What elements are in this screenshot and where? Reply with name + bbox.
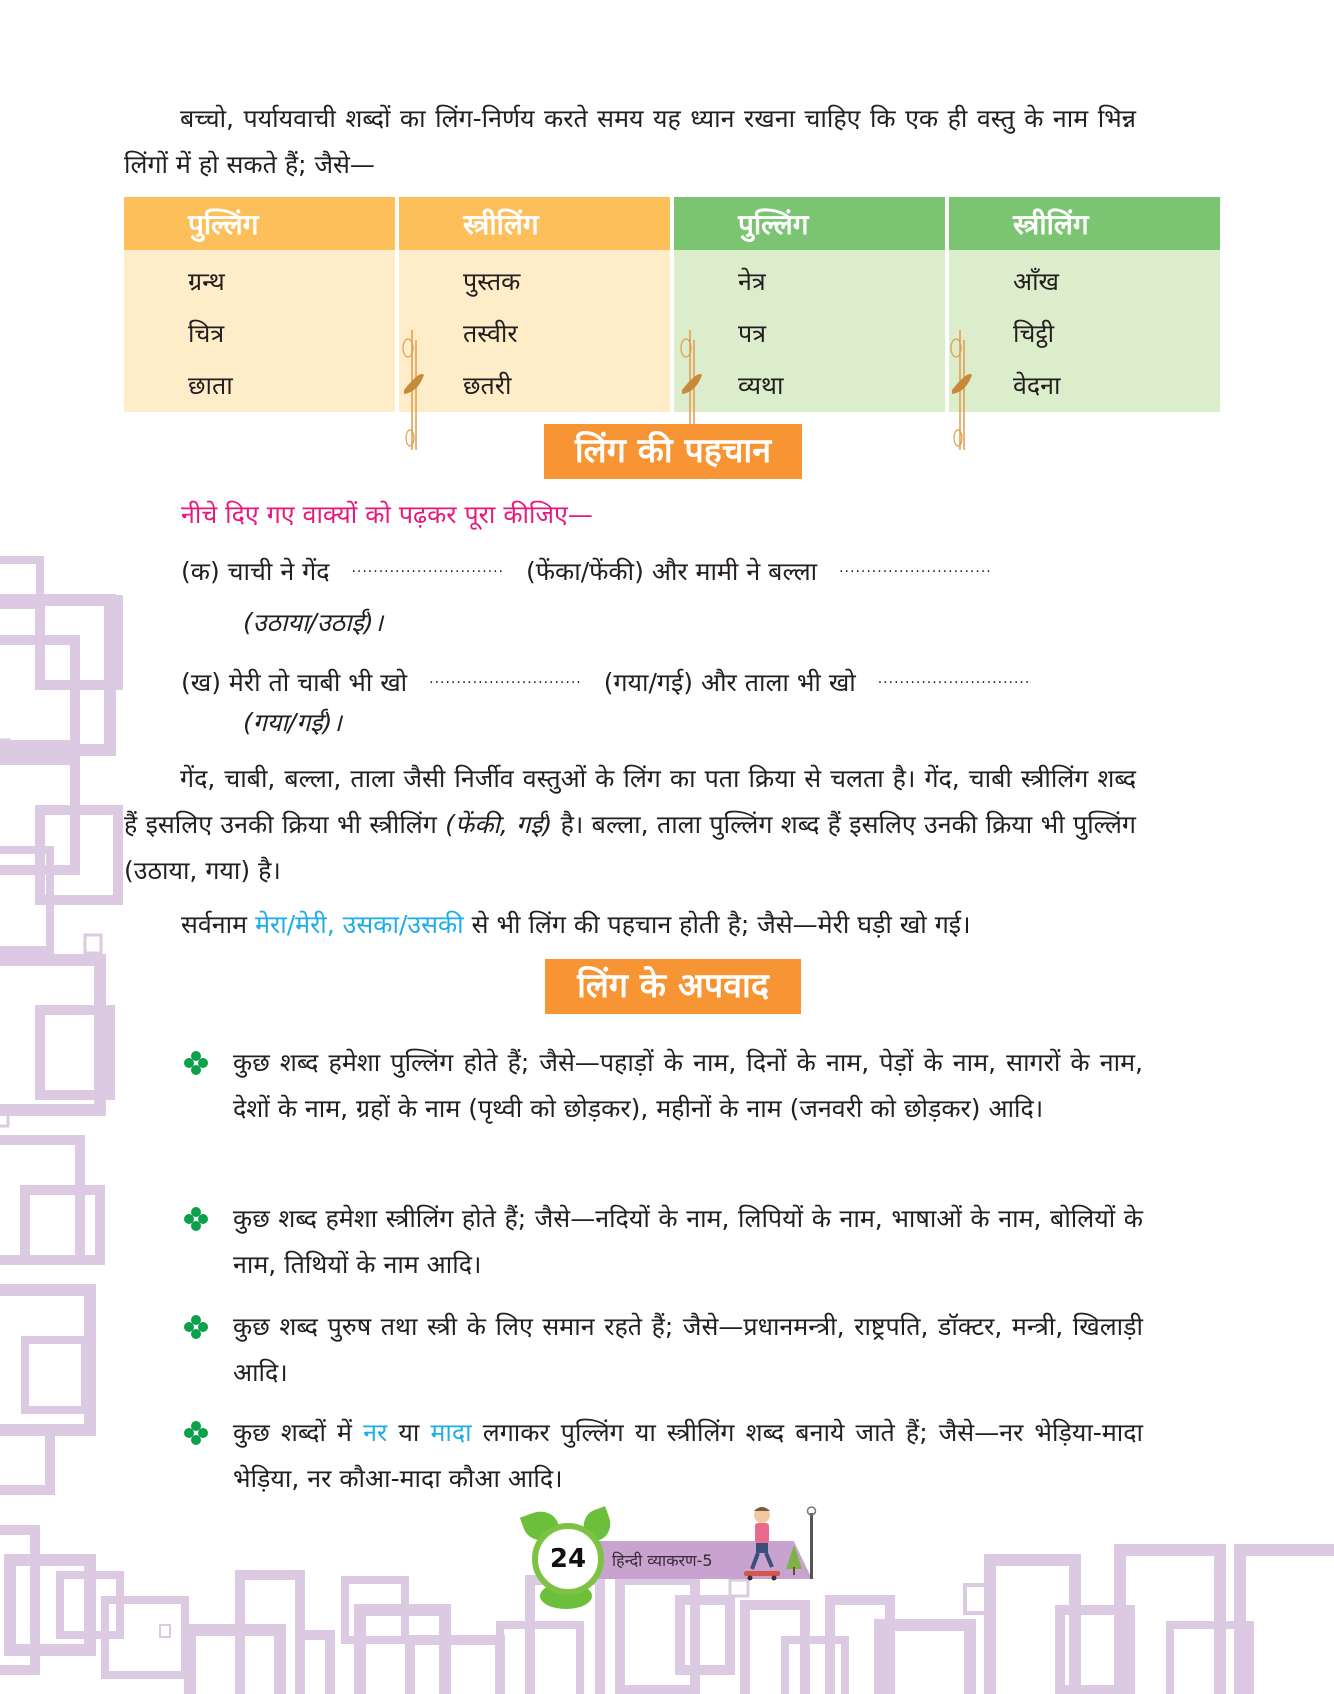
synonym-gender-table bbox=[124, 197, 1210, 409]
exercise-kh-options: (गया/गई)। bbox=[243, 708, 342, 737]
list-item: कुछ शब्द पुरुष तथा स्त्री के लिए समान रहते हैं; जैसे—प्रधानमन्त्री, राष्ट्रपति, डॉक्टर, मन्त्री, खिलाड़ी आदि। bbox=[183, 1304, 1143, 1396]
clover-bullet-icon bbox=[183, 1420, 209, 1446]
book-title: हिन्दी व्याकरण-5 bbox=[612, 1551, 713, 1570]
table-column-feminine-1 bbox=[399, 197, 670, 412]
highlighted-pronouns: मेरा/मेरी, उसका/उसकी bbox=[255, 910, 464, 939]
table-cell: व्यथा bbox=[738, 371, 784, 400]
table-cell: पत्र bbox=[738, 319, 767, 348]
skateboarding-boy-icon bbox=[738, 1505, 788, 1585]
exercise-instruction: नीचे दिए गए वाक्यों को पढ़कर पूरा कीजिए— bbox=[181, 500, 593, 529]
table-cell: नेत्र bbox=[738, 267, 766, 296]
fill-blank[interactable]: ............................ bbox=[429, 671, 582, 687]
list-item: कुछ शब्द हमेशा पुल्लिंग होते हैं; जैसे—पहाड़ों के नाम, दिनों के नाम, पेड़ों के नाम, सागरों के नाम, देशों के नाम, ग्रहों के नाम (पृथ्वी को छोड़कर), महीनों के नाम (जनवरी को छोड़कर) आदि। bbox=[183, 1040, 1143, 1132]
column-header: स्त्रीलिंग bbox=[949, 197, 1220, 250]
clover-bullet-icon bbox=[183, 1206, 209, 1232]
fill-blank[interactable]: ............................ bbox=[351, 560, 505, 576]
page-footer bbox=[520, 1505, 820, 1605]
explanation-paragraph: गेंद, चाबी, बल्ला, ताला जैसी निर्जीव वस्तुओं के लिंग का पता क्रिया से चलता है। गेंद, चाबी स्त्रीलिंग शब्द हैं इसलिए उनकी क्रिया भी स्त्रीलिंग (फेंकी, गई) है। बल्ला, ताला पुल्लिंग शब्द हैं इसलिए उनकी क्रिया भी पुल्लिंग (उठाया, गया) है। bbox=[124, 764, 1136, 885]
clover-bullet-icon bbox=[183, 1314, 209, 1340]
tree-and-lamp-icon bbox=[786, 1505, 820, 1585]
table-cell: पुस्तक bbox=[463, 267, 521, 296]
table-cell: वेदना bbox=[1013, 371, 1061, 400]
section-title-gender-exceptions: लिंग के अपवाद bbox=[545, 959, 801, 1014]
exercise-kh: (ख) मेरी तो चाबी भी खो ............................ (गया/गई) और ताला भी खो ............................ bbox=[181, 668, 1031, 697]
table-cell: छाता bbox=[188, 371, 233, 400]
column-header: पुल्लिंग bbox=[124, 197, 395, 250]
quill-ornament-icon bbox=[400, 330, 430, 450]
table-cell: तस्वीर bbox=[463, 319, 518, 348]
table-cell: आँख bbox=[1013, 267, 1060, 296]
pronoun-note: सर्वनाम मेरा/मेरी, उसका/उसकी से भी लिंग की पहचान होती है; जैसे—मेरी घड़ी खो गई। bbox=[181, 910, 971, 939]
fill-blank[interactable]: ............................ bbox=[839, 560, 992, 576]
column-header: स्त्रीलिंग bbox=[399, 197, 670, 250]
column-header: पुल्लिंग bbox=[674, 197, 945, 250]
intro-paragraph: बच्चो, पर्यायवाची शब्दों का लिंग-निर्णय करते समय यह ध्यान रखना चाहिए कि एक ही वस्तु के नाम भिन्न लिंगों में हो सकते हैं; जैसे— bbox=[124, 104, 1136, 179]
exercise-k-options: (उठाया/उठाई)। bbox=[243, 608, 384, 637]
table-column-feminine-2 bbox=[949, 197, 1220, 412]
list-item: कुछ शब्द हमेशा स्त्रीलिंग होते हैं; जैसे—नदियों के नाम, लिपियों के नाम, भाषाओं के नाम, बोलियों के नाम, तिथियों के नाम आदि। bbox=[183, 1196, 1143, 1288]
table-cell: चित्र bbox=[188, 319, 225, 348]
quill-ornament-icon bbox=[948, 330, 978, 450]
page-number-badge: 24 bbox=[532, 1523, 604, 1595]
section-title-gender-identification: लिंग की पहचान bbox=[544, 424, 802, 479]
table-column-masculine-2 bbox=[674, 197, 945, 412]
fill-blank[interactable]: ............................ bbox=[877, 671, 1031, 687]
table-cell: चिट्ठी bbox=[1013, 319, 1055, 348]
clover-bullet-icon bbox=[183, 1050, 209, 1076]
table-cell: ग्रन्थ bbox=[188, 267, 225, 296]
list-item: कुछ शब्दों में नर या मादा लगाकर पुल्लिंग या स्त्रीलिंग शब्द बनाये जाते हैं; जैसे—नर भेड़िया-मादा भेड़िया, नर कौआ-मादा कौआ आदि। bbox=[183, 1410, 1143, 1502]
table-column-masculine-1 bbox=[124, 197, 395, 412]
table-cell: छतरी bbox=[463, 371, 512, 400]
exercise-k: (क) चाची ने गेंद ............................ (फेंका/फेंकी) और मामी ने बल्ला ............................ bbox=[181, 557, 992, 586]
